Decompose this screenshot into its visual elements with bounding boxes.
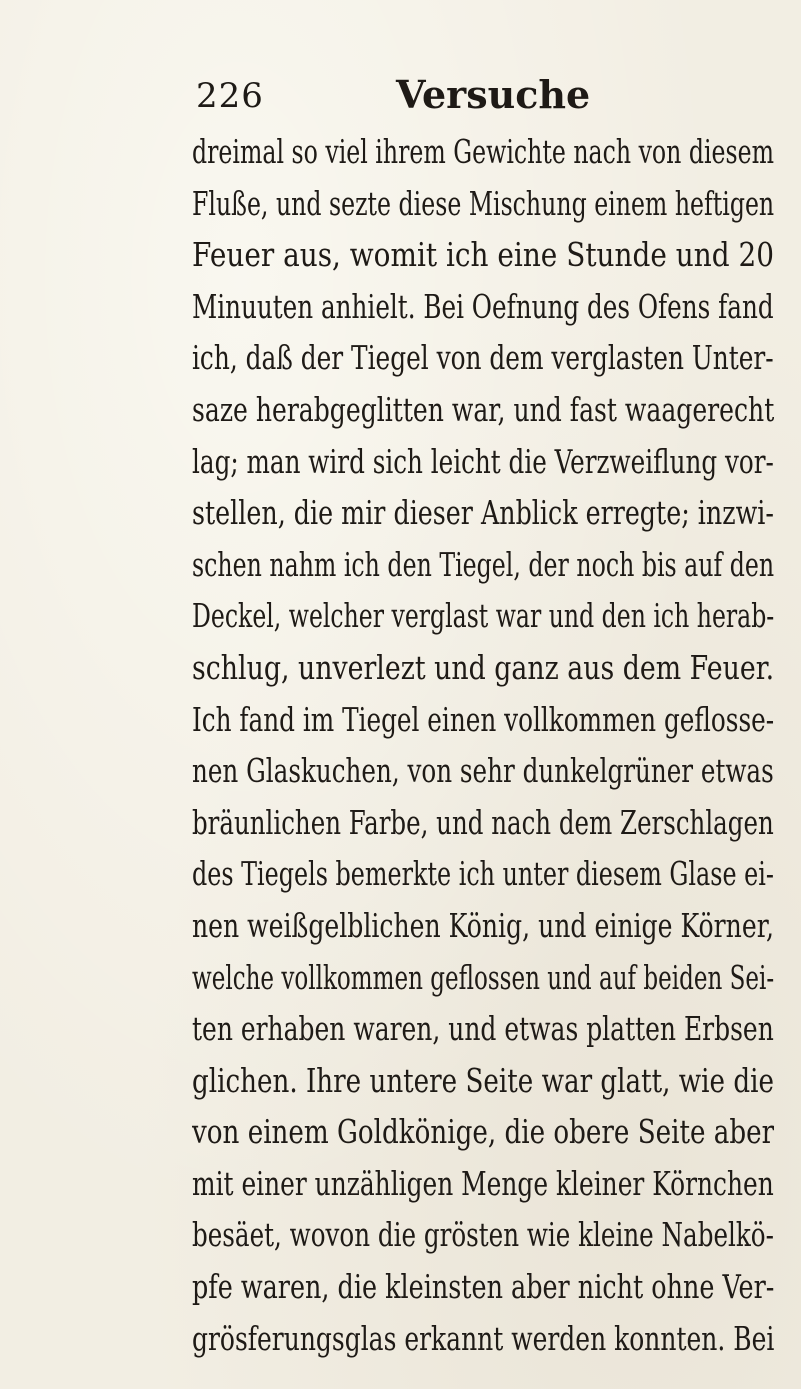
text-line: lag; man wird sich leicht die Verzweiflung vor-	[192, 441, 774, 481]
text-line: Minuuten anhielt. Bei Oefnung des Ofens fand	[192, 286, 774, 326]
text-line: Deckel, welcher verglast war und den ich herab-	[192, 596, 774, 636]
text-line: des Tiegels bemerkte ich unter diesem Glase ei-	[192, 854, 774, 894]
running-head: Versuche	[396, 72, 591, 117]
text-line: bräunlichen Farbe, und nach dem Zerschlagen	[192, 802, 774, 842]
text-line: besäet, wovon die grösten wie kleine Nabelkö-	[192, 1215, 774, 1255]
text-line: glichen. Ihre untere Seite war glatt, wie die	[192, 1060, 774, 1100]
text-line: Feuer aus, womit ich eine Stunde und 20	[192, 235, 774, 275]
text-line: schen nahm ich den Tiegel, der noch bis auf den	[192, 544, 774, 584]
text-line: Fluße, und sezte diese Mischung einem heftigen	[192, 183, 775, 223]
text-line: stellen, die mir dieser Anblick erregte; inzwi-	[192, 493, 774, 533]
text-line: saze herabgeglitten war, und fast waagerecht	[192, 389, 775, 429]
text-line: nen weißgelblichen König, und einige Körner,	[192, 905, 774, 945]
text-line: pfe waren, die kleinsten aber nicht ohne Ver-	[192, 1267, 775, 1307]
text-line: mit einer unzähligen Menge kleiner Körnchen	[192, 1163, 774, 1203]
text-line: ten erhaben waren, und etwas platten Erbsen	[192, 1009, 774, 1049]
text-line: welche vollkommen geflossen und auf beiden Sei-	[192, 957, 774, 997]
text-line: von einem Goldkönige, die obere Seite aber	[192, 1112, 774, 1152]
body-text	[192, 126, 774, 1364]
text-line: Ich fand im Tiegel einen vollkommen geflosse-	[192, 699, 774, 739]
text-line: ich, daß der Tiegel von dem verglasten Unter-	[192, 338, 774, 378]
text-line: schlug, unverlezt und ganz aus dem Feuer.	[192, 647, 774, 687]
text-line: grösferungsglas erkannt werden konnten. Bei	[192, 1318, 774, 1358]
page-number: 226	[196, 76, 264, 116]
page-header	[196, 72, 716, 122]
text-line: nen Glaskuchen, von sehr dunkelgrüner etwas	[192, 751, 774, 791]
text-line: dreimal so viel ihrem Gewichte nach von diesem	[192, 132, 775, 171]
